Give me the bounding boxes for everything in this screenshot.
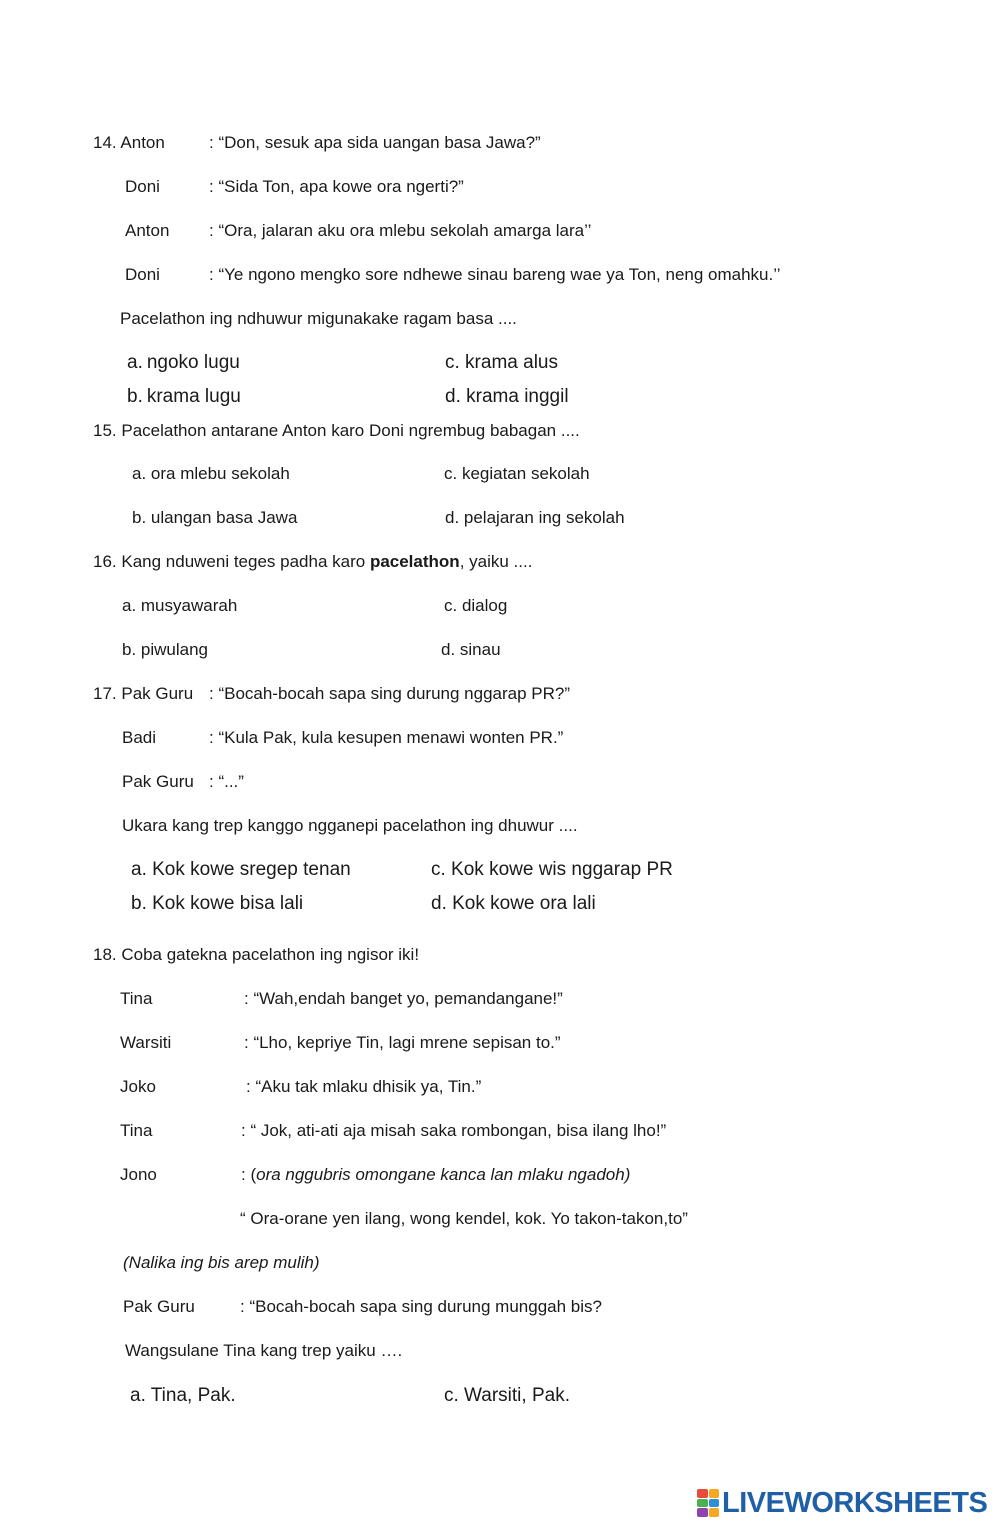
q18-line-3: : “Aku tak mlaku dhisik ya, Tin.” bbox=[246, 1077, 482, 1096]
q18-prompt: Wangsulane Tina kang trep yaiku …. bbox=[125, 1341, 403, 1360]
q18-line-5-italic: ora nggubris omongane kanca lan mlaku ngadoh) bbox=[256, 1165, 631, 1184]
q18-option-c: c. Warsiti, Pak. bbox=[444, 1385, 570, 1406]
q17-line-1: : “Bocah-bocah sapa sing durung nggarap PR?” bbox=[209, 684, 571, 703]
q15-question: 15. Pacelathon antarane Anton karo Doni ngrembug babagan .... bbox=[93, 421, 580, 440]
q17-option-a: a. Kok kowe sregep tenan bbox=[131, 859, 351, 880]
q18-line-5-pre: : ( bbox=[241, 1165, 257, 1184]
q16-question-post: , yaiku .... bbox=[459, 552, 533, 571]
q18-line-4: : “ Jok, ati-ati aja misah saka rombongan, bisa ilang lho!” bbox=[241, 1121, 667, 1140]
q17-speaker-2: Badi bbox=[122, 728, 157, 747]
q17-question: Ukara kang trep kanggo ngganepi pacelathon ing dhuwur .... bbox=[122, 816, 578, 835]
q14-option-a bbox=[127, 352, 240, 374]
q15-option-c: c. kegiatan sekolah bbox=[444, 464, 590, 483]
q14-option-a-letter: a. bbox=[127, 352, 143, 373]
q17-speaker-3: Pak Guru bbox=[122, 772, 194, 791]
q18-line-6: “ Ora-orane yen ilang, wong kendel, kok. Yo takon-takon,to” bbox=[240, 1209, 688, 1228]
q17-option-b: b. Kok kowe bisa lali bbox=[131, 893, 304, 914]
q18-line-5 bbox=[241, 1165, 630, 1185]
q17-line-2: : “Kula Pak, kula kesupen menawi wonten PR.” bbox=[209, 728, 564, 747]
q14-speaker-3: Anton bbox=[125, 221, 170, 240]
logo-mark-icon bbox=[697, 1489, 719, 1517]
q18-question: 18. Coba gatekna pacelathon ing ngisor iki! bbox=[93, 945, 420, 964]
q18-speaker-5: Jono bbox=[120, 1165, 157, 1184]
liveworksheets-logo bbox=[697, 1486, 987, 1520]
q17-option-c: c. Kok kowe wis nggarap PR bbox=[431, 859, 673, 880]
q18-speaker-1: Tina bbox=[120, 989, 153, 1008]
q17-line-3: : “...” bbox=[209, 772, 244, 791]
q14-line-1: : “Don, sesuk apa sida uangan basa Jawa?” bbox=[209, 133, 541, 152]
q15-option-a: a. ora mlebu sekolah bbox=[132, 464, 290, 483]
q16-option-d: d. sinau bbox=[441, 640, 501, 659]
q14-speaker-1: 14. Anton bbox=[93, 133, 165, 152]
q14-option-b-letter: b. bbox=[127, 386, 143, 407]
q18-speaker-4: Tina bbox=[120, 1121, 153, 1140]
q14-option-c: c. krama alus bbox=[445, 352, 558, 373]
q14-line-4: : “Ye ngono mengko sore ndhewe sinau bareng wae ya Ton, neng omahku.’’ bbox=[209, 265, 781, 284]
q14-speaker-4: Doni bbox=[125, 265, 160, 284]
q18-option-a: a. Tina, Pak. bbox=[130, 1385, 236, 1406]
q18-line-7: : “Bocah-bocah sapa sing durung munggah bis? bbox=[240, 1297, 602, 1316]
q16-option-b: b. piwulang bbox=[122, 640, 209, 659]
q14-option-a-text: ngoko lugu bbox=[146, 352, 240, 373]
q14-question: Pacelathon ing ndhuwur migunakake ragam basa .... bbox=[120, 309, 517, 328]
q15-option-d: d. pelajaran ing sekolah bbox=[445, 508, 625, 527]
q18-line-1: : “Wah,endah banget yo, pemandangane!” bbox=[244, 989, 563, 1008]
q16-question bbox=[93, 552, 532, 572]
q18-speaker-7: Pak Guru bbox=[123, 1297, 195, 1316]
q16-option-a: a. musyawarah bbox=[122, 596, 238, 615]
q16-option-c: c. dialog bbox=[444, 596, 508, 615]
q14-line-2: : “Sida Ton, apa kowe ora ngerti?” bbox=[209, 177, 464, 196]
q18-stage-direction: (Nalika ing bis arep mulih) bbox=[123, 1253, 320, 1272]
q18-line-2: : “Lho, kepriye Tin, lagi mrene sepisan to.” bbox=[244, 1033, 561, 1052]
q17-option-d: d. Kok kowe ora lali bbox=[431, 893, 596, 914]
q14-option-b-text: krama lugu bbox=[146, 386, 241, 407]
q14-option-d: d. krama inggil bbox=[445, 386, 569, 407]
logo-text: LIVEWORKSHEETS bbox=[722, 1486, 988, 1519]
q17-speaker-1: 17. Pak Guru bbox=[93, 684, 194, 703]
q14-line-3: : “Ora, jalaran aku ora mlebu sekolah amarga lara’’ bbox=[209, 221, 592, 240]
q16-question-pre: 16. Kang nduweni teges padha karo bbox=[93, 552, 370, 571]
q16-question-bold: pacelathon bbox=[369, 552, 460, 571]
q15-option-b: b. ulangan basa Jawa bbox=[132, 508, 298, 527]
q14-speaker-2: Doni bbox=[125, 177, 160, 196]
q18-speaker-2: Warsiti bbox=[120, 1033, 172, 1052]
q14-option-b bbox=[127, 386, 241, 408]
q18-speaker-3: Joko bbox=[120, 1077, 156, 1096]
